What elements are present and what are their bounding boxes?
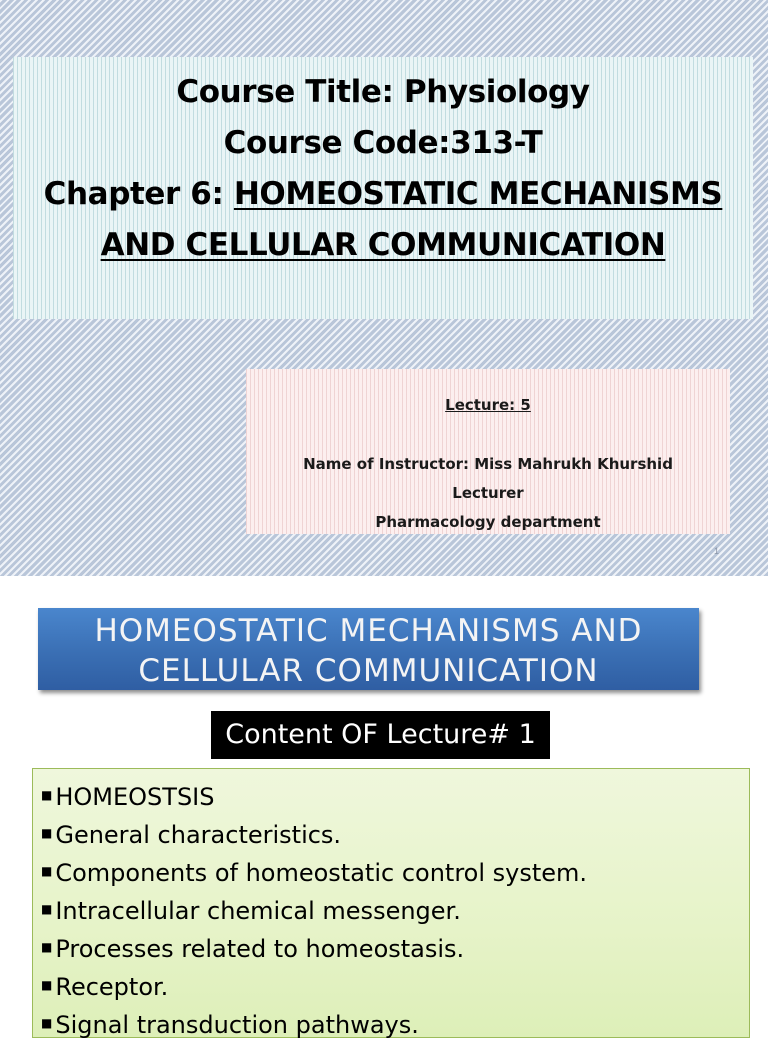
banner-line-1: HOMEOSTATIC MECHANISMS AND bbox=[94, 613, 643, 649]
content-list-box bbox=[32, 768, 750, 1038]
topic-banner bbox=[38, 608, 699, 690]
list-item: ■ General characteristics. bbox=[41, 821, 342, 849]
chapter-title-part2: AND CELLULAR COMMUNICATION bbox=[100, 227, 666, 263]
instructor-role: Lecturer bbox=[452, 484, 524, 502]
banner-line-2: CELLULAR COMMUNICATION bbox=[138, 653, 599, 689]
course-title: Course Title: Physiology bbox=[176, 74, 590, 110]
square-bullet-icon: ■ bbox=[41, 978, 53, 992]
square-bullet-icon: ■ bbox=[41, 788, 53, 802]
list-item: ■ HOMEOSTSIS bbox=[41, 783, 215, 811]
square-bullet-icon: ■ bbox=[41, 940, 53, 954]
list-item: ■ Signal transduction pathways. bbox=[41, 1011, 419, 1039]
course-code: Course Code:313-T bbox=[223, 125, 543, 161]
lecture-info-box bbox=[246, 369, 730, 534]
chapter-title-line2 bbox=[13, 220, 753, 271]
instructor-department: Pharmacology department bbox=[375, 513, 601, 531]
chapter-title-part1: HOMEOSTATIC MECHANISMS bbox=[233, 176, 723, 212]
square-bullet-icon: ■ bbox=[41, 826, 53, 840]
instructor-name: Name of Instructor: Miss Mahrukh Khurshid bbox=[303, 455, 673, 473]
content-label: Content OF Lecture# 1 bbox=[211, 711, 550, 759]
list-item: ■ Components of homeostatic control system. bbox=[41, 859, 588, 887]
chapter-heading bbox=[13, 169, 753, 220]
square-bullet-icon: ■ bbox=[41, 1016, 53, 1030]
square-bullet-icon: ■ bbox=[41, 864, 53, 878]
list-item: ■ Intracellular chemical messenger. bbox=[41, 897, 461, 925]
square-bullet-icon: ■ bbox=[41, 902, 53, 916]
lecture-number: Lecture: 5 bbox=[445, 396, 531, 414]
list-item: ■ Receptor. bbox=[41, 973, 169, 1001]
content-list bbox=[33, 769, 749, 1043]
slide-number: 1 bbox=[714, 546, 720, 556]
list-item: ■ Processes related to homeostasis. bbox=[41, 935, 465, 963]
chapter-prefix: Chapter 6: bbox=[43, 176, 234, 212]
course-title-box bbox=[13, 57, 753, 319]
